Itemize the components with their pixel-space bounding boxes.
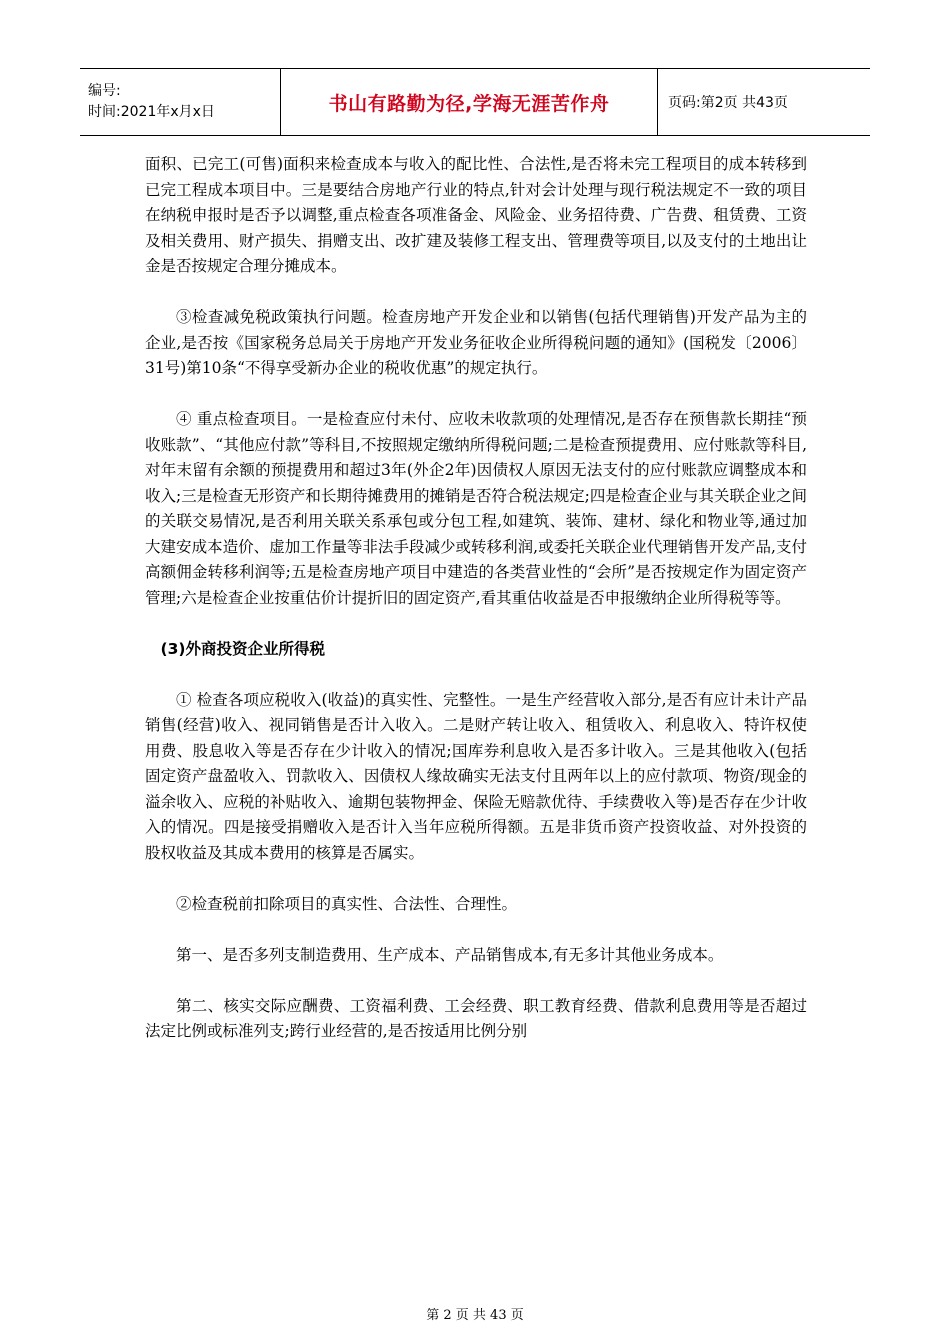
paragraph: ③检查减免税政策执行问题。检查房地产开发企业和以销售(包括代理销售)开发产品为主的企业,是否按《国家税务总局关于房地产开发业务征收企业所得税问题的通知》(国税发〔2006〕31号)第10条“不得享受新办企业的税收优惠”的规定执行。	[145, 308, 807, 377]
section-heading: (3)外商投资企业所得税	[160, 639, 325, 658]
paragraph: ① 检查各项应税收入(收益)的真实性、完整性。一是生产经营收入部分,是否有应计未计产品销售(经营)收入、视同销售是否计入收入。二是财产转让收入、租赁收入、利息收入、特许权使用费、股息收入等是否存在少计收入的情况;国库券利息收入是否多计收入。三是其他收入(包括固定资产盘盈收入、罚款收入、因债权人缘故确实无法支付且两年以上的应付款项、物资/现金的溢余收入、应税的补贴收入、逾期包装物押金、保险无赔款优待、手续费收入等)是否存在少计收入的情况。四是接受捐赠收入是否计入当年应税所得额。五是非货币资产投资收益、对外投资的股权收益及其成本费用的核算是否属实。	[145, 690, 807, 862]
page-info: 页码:第2页 共43页	[668, 95, 788, 111]
paragraph: ④ 重点检查项目。一是检查应付未付、应收未收款项的处理情况,是否存在预售款长期挂“预收账款”、“其他应付款”等科目,不按照规定缴纳所得税问题;二是检查预提费用、应付账款等科目,对年末留有余额的预提费用和超过3年(外企2年)因债权人原因无法支付的应付账款应调整成本和收入;三是检查无形资产和长期待摊费用的摊销是否符合税法规定;四是检查企业与其关联企业之间的关联交易情况,是否利用关联关系承包或分包工程,如建筑、装饰、建材、绿化和物业等,通过加大建安成本造价、虚加工作量等非法手段减少或转移利润,或委托关联企业代理销售开发产品,支付高额佣金转移利润等;五是检查房地产项目中建造的各类营业性的“会所”是否按规定作为固定资产管理;六是检查企业按重估价计提折旧的固定资产,看其重估收益是否申报缴纳企业所得税等等。	[145, 410, 807, 607]
document-header	[80, 68, 870, 136]
paragraph: 面积、已完工(可售)面积来检查成本与收入的配比性、合法性,是否将未完工程项目的成本转移到已完工程成本项目中。三是要结合房地产行业的特点,针对会计处理与现行税法规定不一致的项目在纳税申报时是否予以调整,重点检查各项准备金、风险金、业务招待费、广告费、租赁费、工资及相关费用、财产损失、捐赠支出、改扩建及装修工程支出、管理费等项目,以及支付的土地出让金是否按规定合理分摊成本。	[145, 155, 807, 275]
header-motto-cell	[280, 69, 658, 135]
header-meta	[80, 69, 280, 135]
paragraph: 第一、是否多列支制造费用、生产成本、产品销售成本,有无多计其他业务成本。	[176, 945, 724, 964]
page-footer: 第 2 页 共 43 页	[426, 1308, 524, 1323]
header-motto: 书山有路勤为径,学海无涯苦作舟	[328, 92, 610, 115]
number-label: 编号:	[88, 83, 121, 99]
paragraph: 第二、核实交际应酬费、工资福利费、工会经费、职工教育经费、借款利息费用等是否超过法定比例或标准列支;跨行业经营的,是否按适用比例分别	[145, 996, 807, 1040]
time-label: 时间:2021年x月x日	[88, 104, 215, 120]
header-page-info	[658, 69, 870, 135]
paragraph: ②检查税前扣除项目的真实性、合法性、合理性。	[176, 894, 518, 913]
document-body	[145, 152, 807, 1070]
